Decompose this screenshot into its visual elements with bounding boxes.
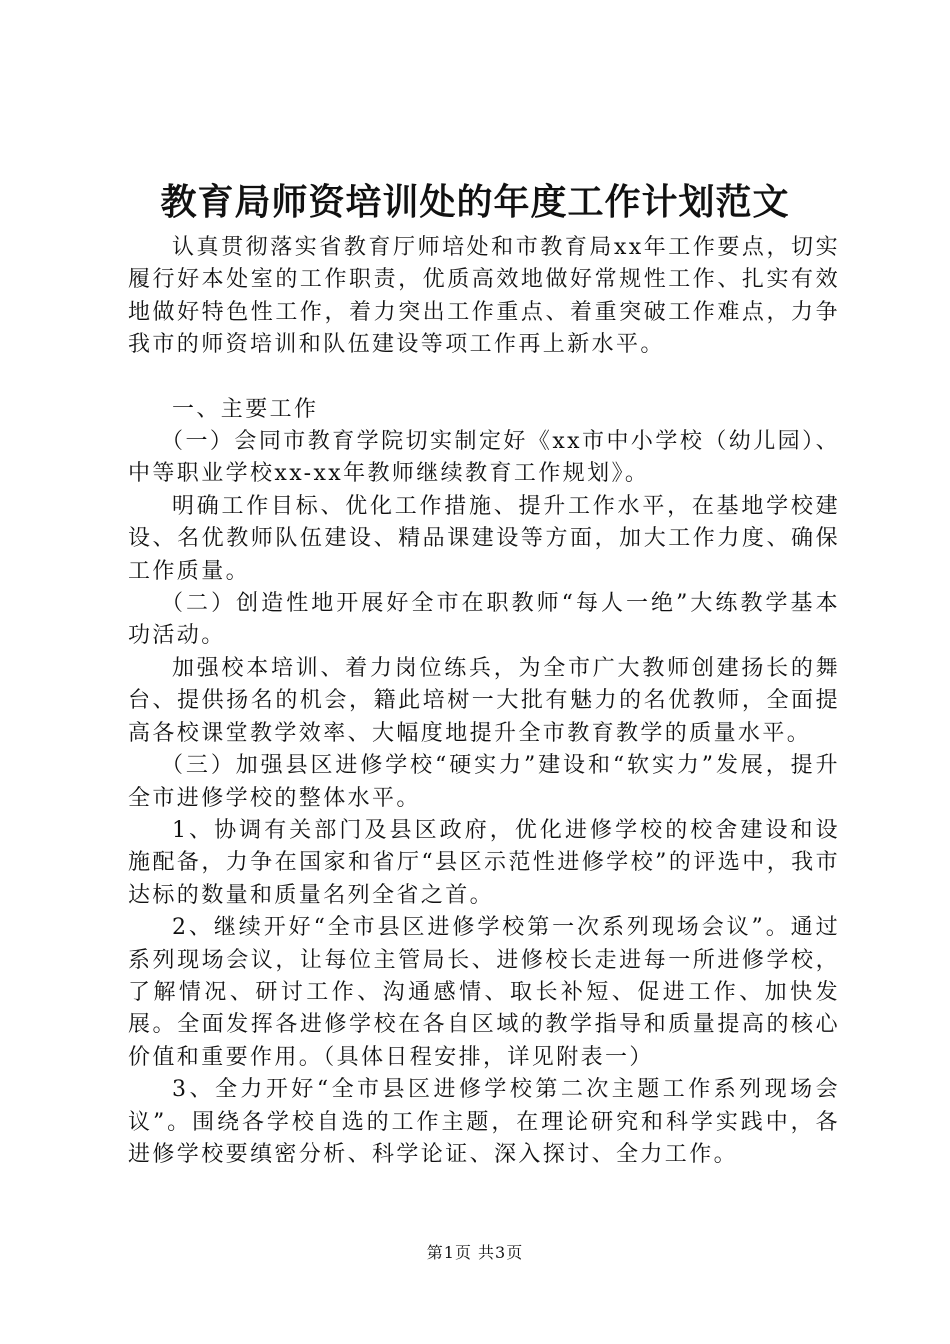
page-footer: 第1页 共3页 [426,1243,524,1262]
paragraph-spacer [128,362,840,394]
document-body [128,232,840,1171]
paragraph-subitem-1: 1、协调有关部门及县区政府，优化进修学校的校舍建设和设施配备，力争在国家和省厅“县区示范性进修学校”的评选中，我市达标的数量和质量名列全省之首。 [128,817,840,908]
paragraph-subitem-3: 3、全力开好“全市县区进修学校第二次主题工作系列现场会议”。围绕各学校自选的工作主题，在理论研究和科学实践中，各进修学校要缜密分析、科学论证、深入探讨、全力工作。 [128,1077,840,1167]
paragraph-item-1-detail: 明确工作目标、优化工作措施、提升工作水平，在基地学校建设、名优教师队伍建设、精品课建设等方面，加大工作力度、确保工作质量。 [128,493,840,584]
document-title: 教育局师资培训处的年度工作计划范文 [160,181,790,223]
paragraph-item-2-detail: 加强校本培训、着力岗位练兵，为全市广大教师创建扬长的舞台、提供扬名的机会，籍此培树一大批有魅力的名优教师，全面提高各校课堂教学效率、大幅度地提升全市教育教学的质量水平。 [128,655,840,746]
paragraph-item-2: （二）创造性地开展好全市在职教师“每人一绝”大练教学基本功活动。 [128,591,840,649]
paragraph-subitem-2: 2、继续开好“全市县区进修学校第一次系列现场会议”。通过系列现场会议，让每位主管局长、进修校长走进每一所进修学校，了解情况、研讨工作、沟通感情、取长补短、促进工作、加快发展。全面发挥各进修学校在各自区域的教学指导和质量提高的核心价值和重要作用。（具体日程安排，详见附表一） [128,915,840,1070]
section-heading: 一、主要工作 [172,396,319,422]
paragraph-item-1: （一）会同市教育学院切实制定好《xx市中小学校（幼儿园）、中等职业学校xx-xx年教师继续教育工作规划》。 [128,429,840,487]
paragraph-intro: 认真贯彻落实省教育厅师培处和市教育局xx年工作要点，切实履行好本处室的工作职责，优质高效地做好常规性工作、扎实有效地做好特色性工作，着力突出工作重点、着重突破工作难点，力争我市的师资培训和队伍建设等项工作再上新水平。 [128,235,840,358]
paragraph-item-3: （三）加强县区进修学校“硬实力”建设和“软实力”发展，提升全市进修学校的整体水平。 [128,753,840,811]
